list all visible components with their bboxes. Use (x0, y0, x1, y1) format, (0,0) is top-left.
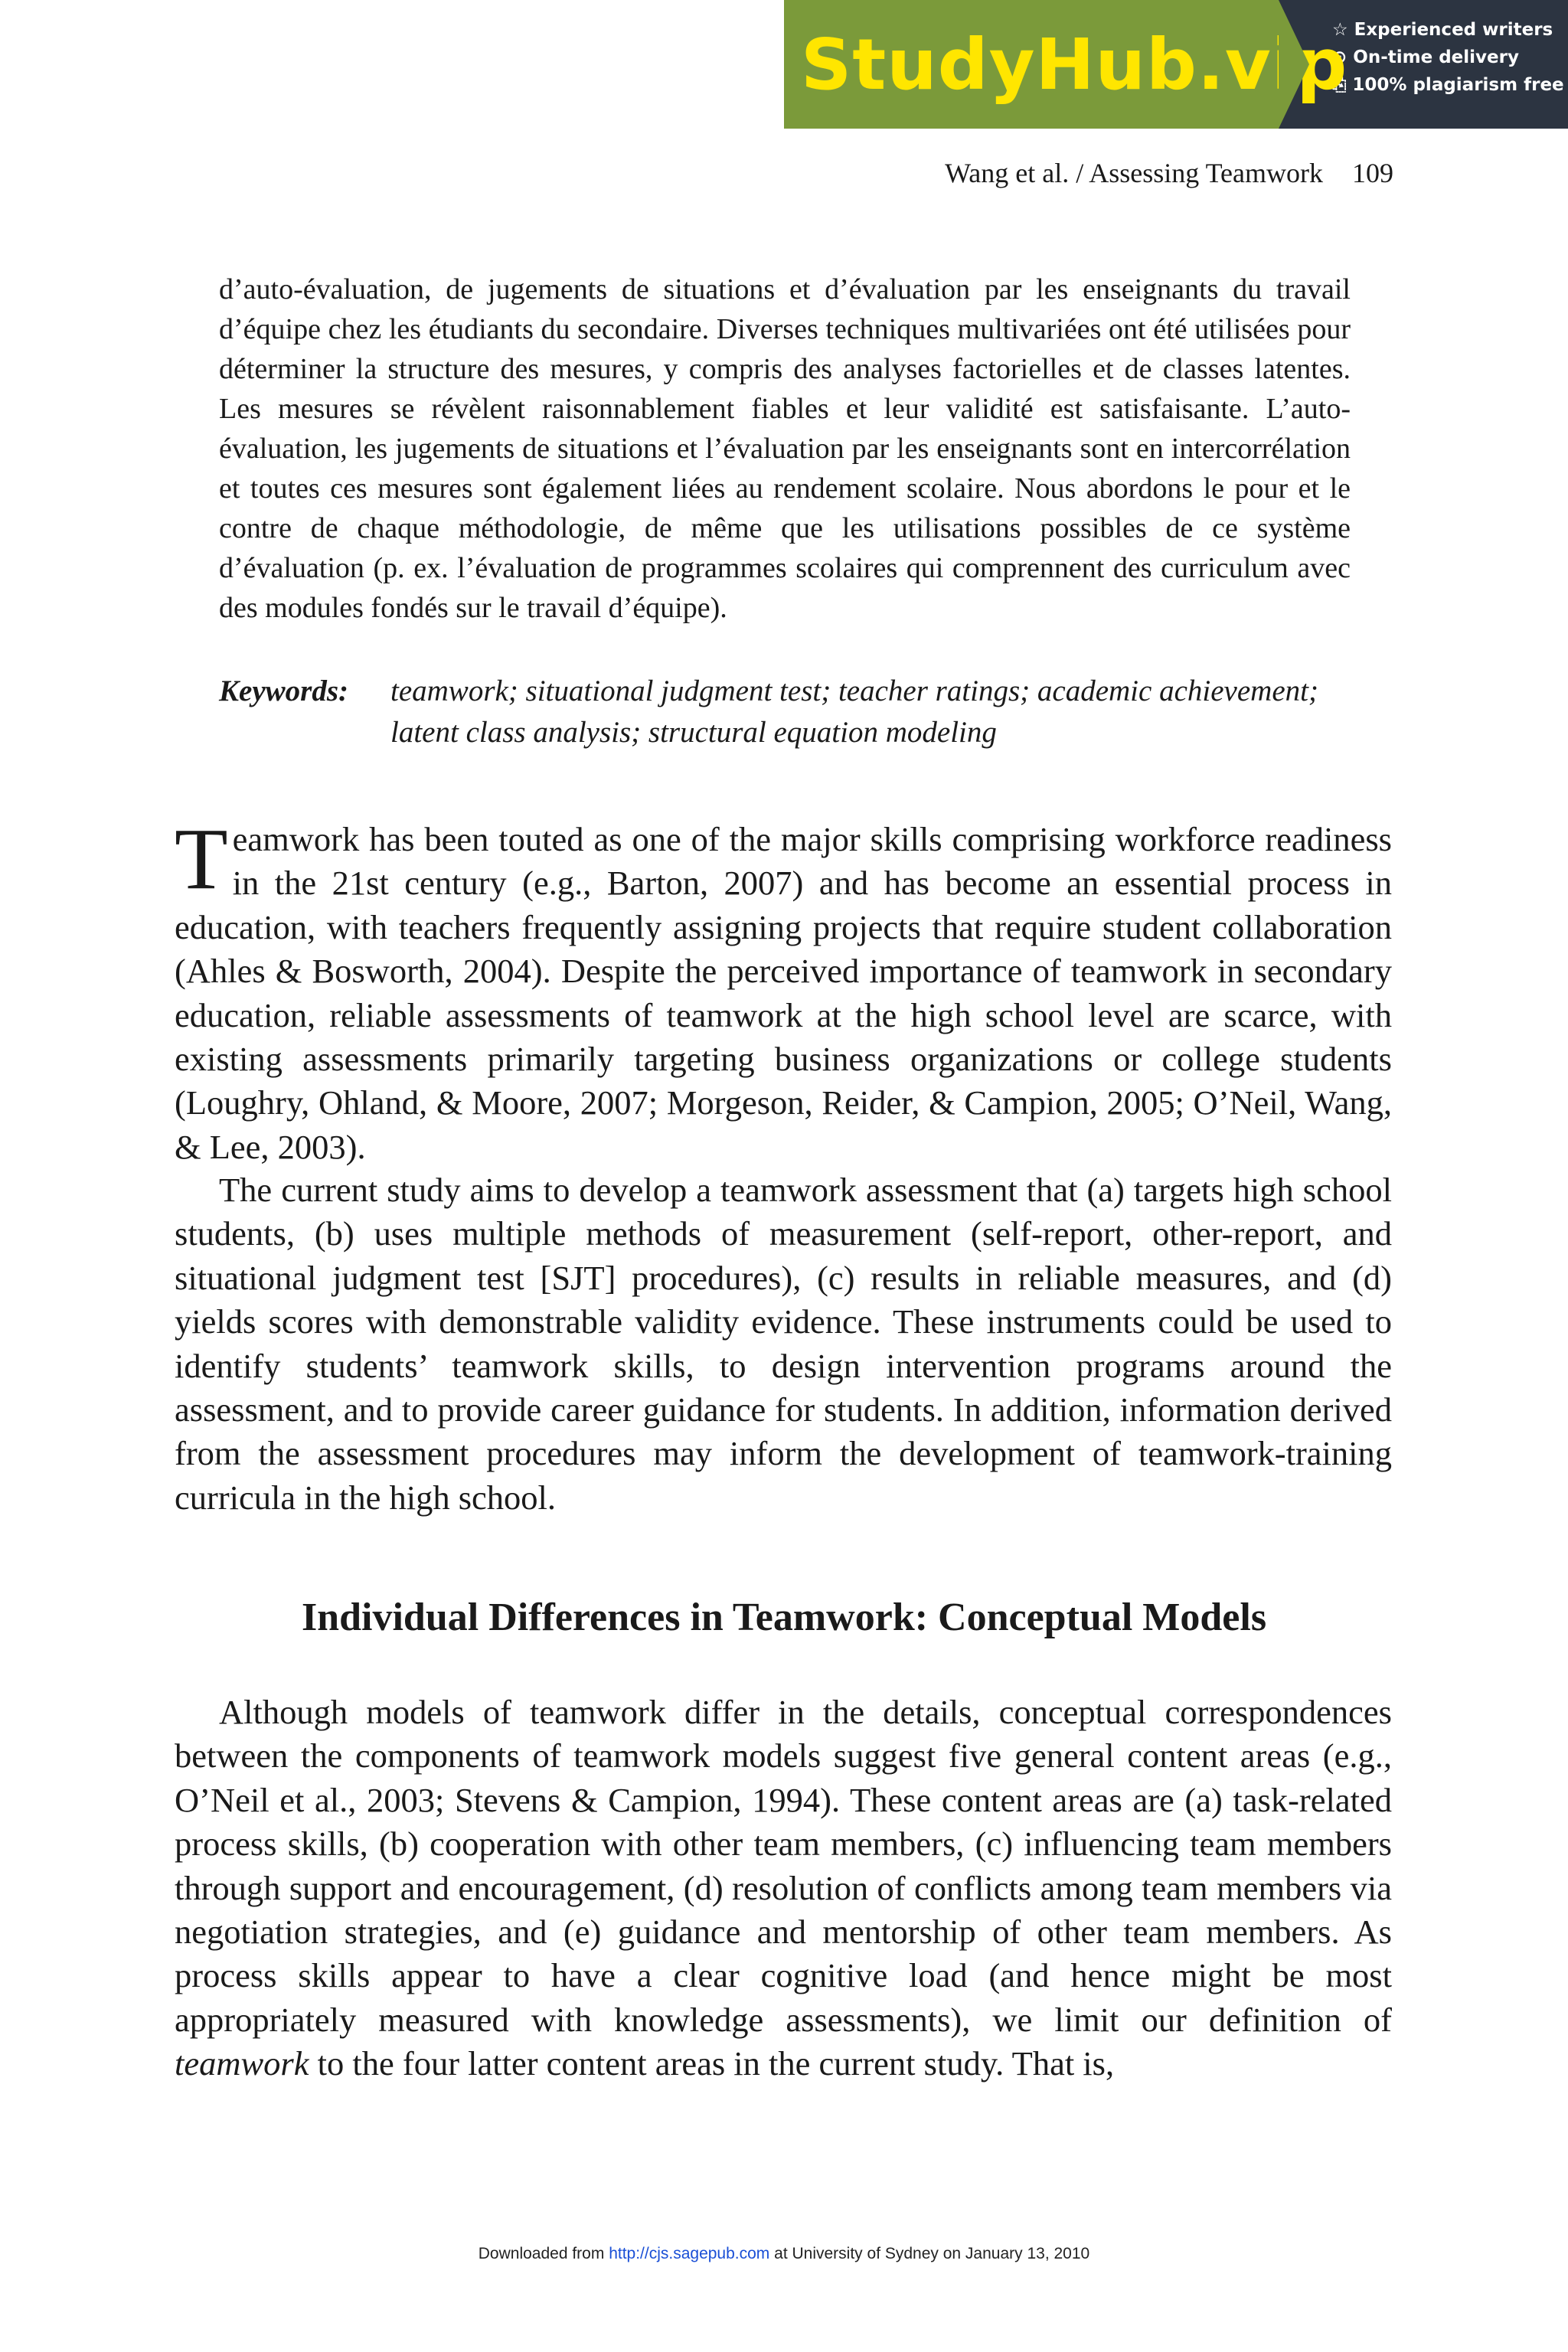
drop-cap: T (175, 810, 228, 907)
footer-prefix: Downloaded from (478, 2245, 609, 2262)
abstract-french: d’auto-évaluation, de jugements de situations et d’évaluation par les enseignants du travail d’équipe chez les étudiants du secondaire. Diverses techniques multivariées ont été utilisées pour déterminer la structure des mesures, y compris des analyses factorielles et de classes latentes. Les mesures se révèlent raisonnablement fiables et leur validité est satisfaisante. L’auto-évaluation, les jugements de situations et l’évaluation par les enseignants sont en intercorrélation et toutes ces mesures sont également liées au rendement scolaire. Nous abordons le pour et le contre de chaque méthodologie, de même que les utilisations possibles de ce système d’évaluation (p. ex. l’évaluation de programmes scolaires qui comprennent des curriculum avec des modules fondés sur le travail d’équipe). (219, 273, 1351, 624)
footer-suffix: at University of Sydney on January 13, 2010 (769, 2245, 1090, 2262)
models-paragraph-text-a: Although models of teamwork differ in the details, conceptual correspondences between the components of teamwork models suggest five general content areas (e.g., O’Neil et al., 2003; Stevens & Campion, 1994). These content areas are (a) task-related process skills, (b) cooperation with other team members, (c) influencing team members through support and encouragement, (d) resolution of conflicts among team members via negotiation strategies, and (e) guidance and mentorship of other team members. As process skills appear to have a clear cognitive load (and hence might be most appropriately measured with knowledge assessments), we limit our definition of (175, 1693, 1392, 2039)
models-paragraph-text-b: to the four latter content areas in the current study. That is, (309, 2044, 1115, 2083)
footer-link[interactable]: http://cjs.sagepub.com (609, 2245, 770, 2262)
running-head (945, 157, 1393, 189)
running-head-title: Wang et al. / Assessing Teamwork (945, 158, 1323, 188)
banner-arrow-shape (1279, 0, 1309, 129)
studyhub-logo[interactable] (784, 0, 1348, 129)
studyhub-banner[interactable] (784, 0, 1568, 129)
aims-paragraph: The current study aims to develop a teamwork assessment that (a) targets high school students, (b) uses multiple methods of measurement (self-report, other-report, and situational judgment test [SJT] procedures), (c) results in reliable measures, and (d) yields scores with demonstrable validity evidence. These instruments could be used to identify students’ teamwork skills, to design intervention programs around the assessment, and to provide career guidance for students. In addition, information derived from the assessment procedures may inform the development of teamwork-training curricula in the high school. (175, 1171, 1392, 1517)
feature-on-time-delivery: ⊙ On-time delivery (1332, 47, 1519, 67)
keywords-text: teamwork; situational judgment test; teacher ratings; academic achievement; latent class analysis; structural equation modeling (390, 675, 1318, 749)
feature-plagiarism-free: ⎘ 100% plagiarism free (1332, 75, 1564, 95)
intro-paragraph-text: eamwork has been touted as one of the major skills comprising workforce readiness in the 21st century (e.g., Barton, 2007) and has become an essential process in education, with teachers frequently assigning projects that require student collaboration (Ahles & Bosworth, 2004). Despite the perceived importance of teamwork in secondary education, reliable assessments of teamwork at the high school level are scarce, with existing assessments primarily targeting business organizations or college students (Loughry, Ohland, & Moore, 2007; Morgeson, Reider, & Campion, 2005; O’Neil, Wang, & Lee, 2003). (175, 820, 1392, 1166)
emphasis-teamwork: teamwork (175, 2044, 309, 2083)
intro-paragraph (175, 810, 1392, 1169)
keywords-label: Keywords: (219, 675, 348, 707)
logo-text: StudyHub.vip (801, 23, 1348, 106)
section-heading: Individual Differences in Teamwork: Conceptual Models (301, 1596, 1267, 1639)
download-footer (0, 2245, 1568, 2263)
keywords-block (219, 671, 1351, 753)
feature-experienced-writers: ☆ Experienced writers (1332, 20, 1553, 40)
page-number: 109 (1352, 158, 1393, 188)
models-paragraph (175, 1690, 1392, 2086)
